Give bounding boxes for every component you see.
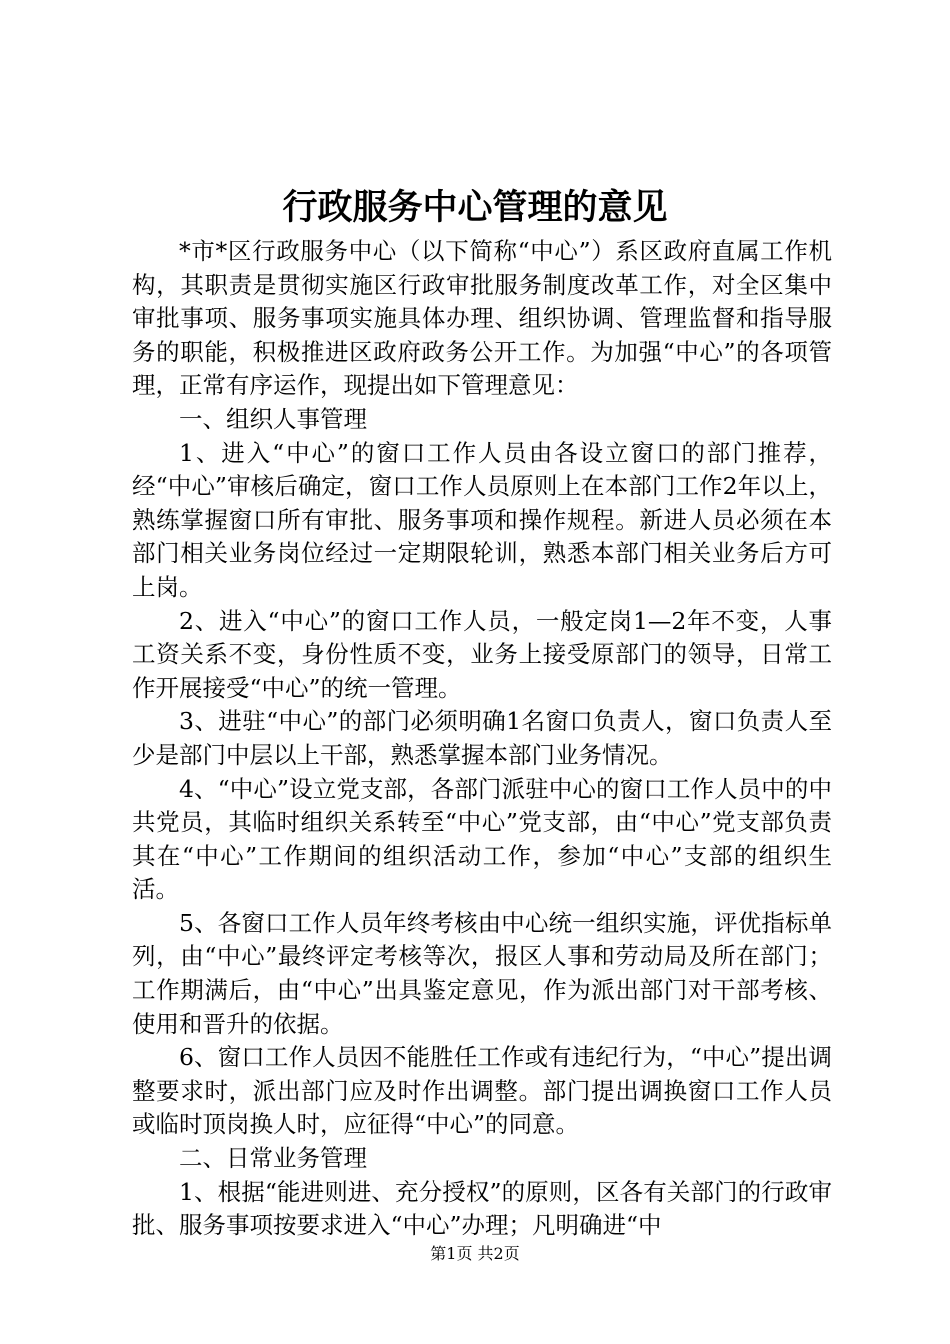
document-body: [132, 235, 832, 1243]
personnel-item-1: 1、进入“中心”的窗口工作人员由各设立窗口的部门推荐，经“中心”审核后确定，窗口工作人员原则上在本部门工作2年以上，熟练掌握窗口所有审批、服务事项和操作规程。新进人员必须在本部门相关业务岗位经过一定期限轮训，熟悉本部门相关业务后方可上岗。: [132, 438, 832, 601]
personnel-item-3: 3、进驻“中心”的部门必须明确1名窗口负责人，窗口负责人至少是部门中层以上干部，熟悉掌握本部门业务情况。: [132, 707, 832, 769]
page-footer: 第1页 共2页: [430, 1244, 520, 1263]
personnel-item-2: 2、进入“中心”的窗口工作人员，一般定岗1—2年不变，人事工资关系不变，身份性质不变，业务上接受原部门的领导，日常工作开展接受“中心”的统一管理。: [132, 606, 832, 702]
intro-paragraph: *市*区行政服务中心（以下简称“中心”）系区政府直属工作机构，其职责是贯彻实施区行政审批服务制度改革工作，对全区集中审批事项、服务事项实施具体办理、组织协调、管理监督和指导服务的职能，积极推进区政府政务公开工作。为加强“中心”的各项管理，正常有序运作，现提出如下管理意见：: [132, 237, 832, 400]
document-title: 行政服务中心管理的意见: [282, 187, 668, 228]
section-heading-personnel: 一、组织人事管理: [179, 404, 367, 433]
section-heading-daily-business: 二、日常业务管理: [179, 1144, 367, 1173]
personnel-item-6: 6、窗口工作人员因不能胜任工作或有违纪行为，“中心”提出调整要求时，派出部门应及时作出调整。部门提出调换窗口工作人员或临时顶岗换人时，应征得“中心”的同意。: [132, 1043, 832, 1139]
personnel-item-5: 5、各窗口工作人员年终考核由中心统一组织实施，评优指标单列，由“中心”最终评定考核等次，报区人事和劳动局及所在部门；工作期满后，由“中心”出具鉴定意见，作为派出部门对干部考核、使用和晋升的依据。: [132, 908, 832, 1038]
daily-business-item-1: 1、根据“能进则进、充分授权”的原则，区各有关部门的行政审批、服务事项按要求进入“中心”办理；凡明确进“中: [132, 1177, 832, 1240]
personnel-item-4: 4、“中心”设立党支部，各部门派驻中心的窗口工作人员中的中共党员，其临时组织关系转至“中心”党支部，由“中心”党支部负责其在“中心”工作期间的组织活动工作，参加“中心”支部的组织生活。: [132, 774, 832, 904]
